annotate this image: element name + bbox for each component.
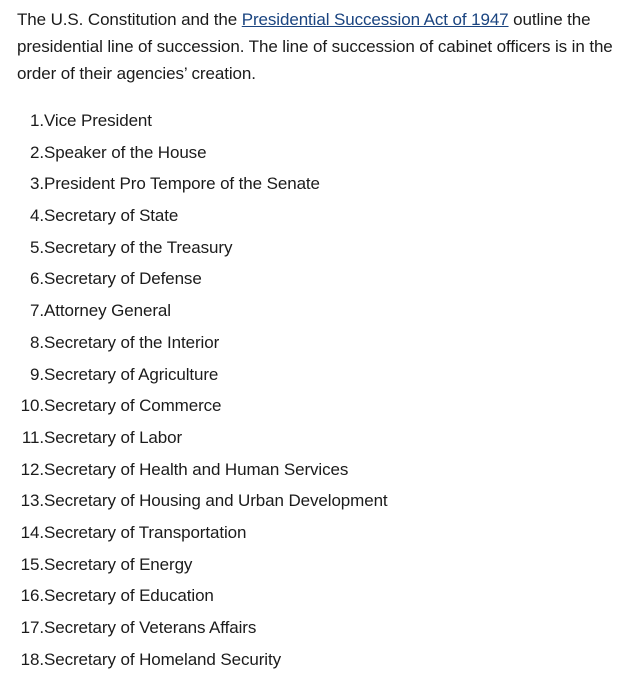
succession-list-item	[17, 485, 627, 517]
list-item-label: Secretary of Homeland Security	[44, 649, 281, 669]
list-item-number: 13.	[20, 491, 44, 511]
list-item-label: Secretary of Labor	[44, 427, 183, 447]
list-item-number: 1.	[30, 111, 44, 130]
succession-list-item	[17, 168, 627, 200]
list-item-number: 11.	[21, 427, 44, 447]
list-item-number: 16.	[20, 586, 44, 606]
succession-list-item	[17, 612, 627, 644]
list-item-label: President Pro Tempore of the Senate	[44, 174, 320, 194]
succession-list-item	[17, 200, 627, 232]
list-item-number: 10.	[20, 396, 44, 416]
succession-list-item	[17, 390, 627, 422]
list-item-number: 9.	[30, 364, 44, 384]
succession-list	[17, 105, 627, 675]
succession-list-item	[17, 359, 627, 391]
list-item-number: 4.	[30, 206, 44, 226]
succession-act-link[interactable]: Presidential Succession Act of 1947	[241, 10, 509, 29]
list-item-number: 7.	[30, 301, 44, 321]
succession-list-item	[17, 422, 627, 454]
list-item-label: Vice President	[44, 111, 152, 130]
list-item-number: 12.	[20, 459, 44, 479]
intro-text-before: The U.S. Constitution and the	[17, 10, 242, 29]
succession-list-item	[17, 454, 627, 486]
list-item-number: 8.	[30, 332, 44, 352]
list-item-label: Secretary of Health and Human Services	[44, 459, 349, 479]
list-item-label: Secretary of Education	[44, 586, 214, 606]
list-item-label: Secretary of Defense	[44, 269, 202, 289]
succession-list-item	[17, 263, 627, 295]
succession-list-item	[17, 517, 627, 549]
list-item-number: 14.	[20, 522, 44, 542]
list-item-number: 5.	[30, 237, 44, 257]
intro-text-after: outline the presidential line of succession. The line of succession of cabinet officers is in the order of their agencies’ creation.	[17, 10, 613, 83]
list-item-label: Attorney General	[44, 301, 171, 321]
list-item-label: Secretary of Veterans Affairs	[44, 618, 257, 637]
succession-list-item	[17, 105, 627, 137]
succession-list-item	[17, 232, 627, 264]
intro-paragraph	[17, 6, 627, 87]
list-item-label: Secretary of the Treasury	[44, 237, 233, 257]
list-item-label: Secretary of Commerce	[44, 396, 222, 416]
succession-list-item	[17, 295, 627, 327]
succession-list-item	[17, 137, 627, 169]
list-item-label: Secretary of the Interior	[44, 332, 220, 352]
list-item-label: Secretary of Housing and Urban Development	[44, 491, 388, 511]
succession-list-item	[17, 327, 627, 359]
list-item-number: 18.	[20, 649, 44, 669]
list-item-number: 6.	[30, 269, 44, 289]
succession-list-item	[17, 549, 627, 581]
list-item-number: 2.	[30, 142, 44, 162]
succession-list-item	[17, 580, 627, 612]
list-item-label: Speaker of the House	[44, 142, 207, 162]
list-item-number: 15.	[20, 554, 44, 574]
list-item-number: 17.	[20, 618, 44, 637]
list-item-label: Secretary of Energy	[44, 554, 193, 574]
list-item-label: Secretary of Agriculture	[44, 364, 219, 384]
list-item-label: Secretary of Transportation	[44, 522, 247, 542]
list-item-label: Secretary of State	[44, 206, 179, 226]
succession-list-item	[17, 644, 627, 675]
list-item-number: 3.	[30, 174, 44, 194]
